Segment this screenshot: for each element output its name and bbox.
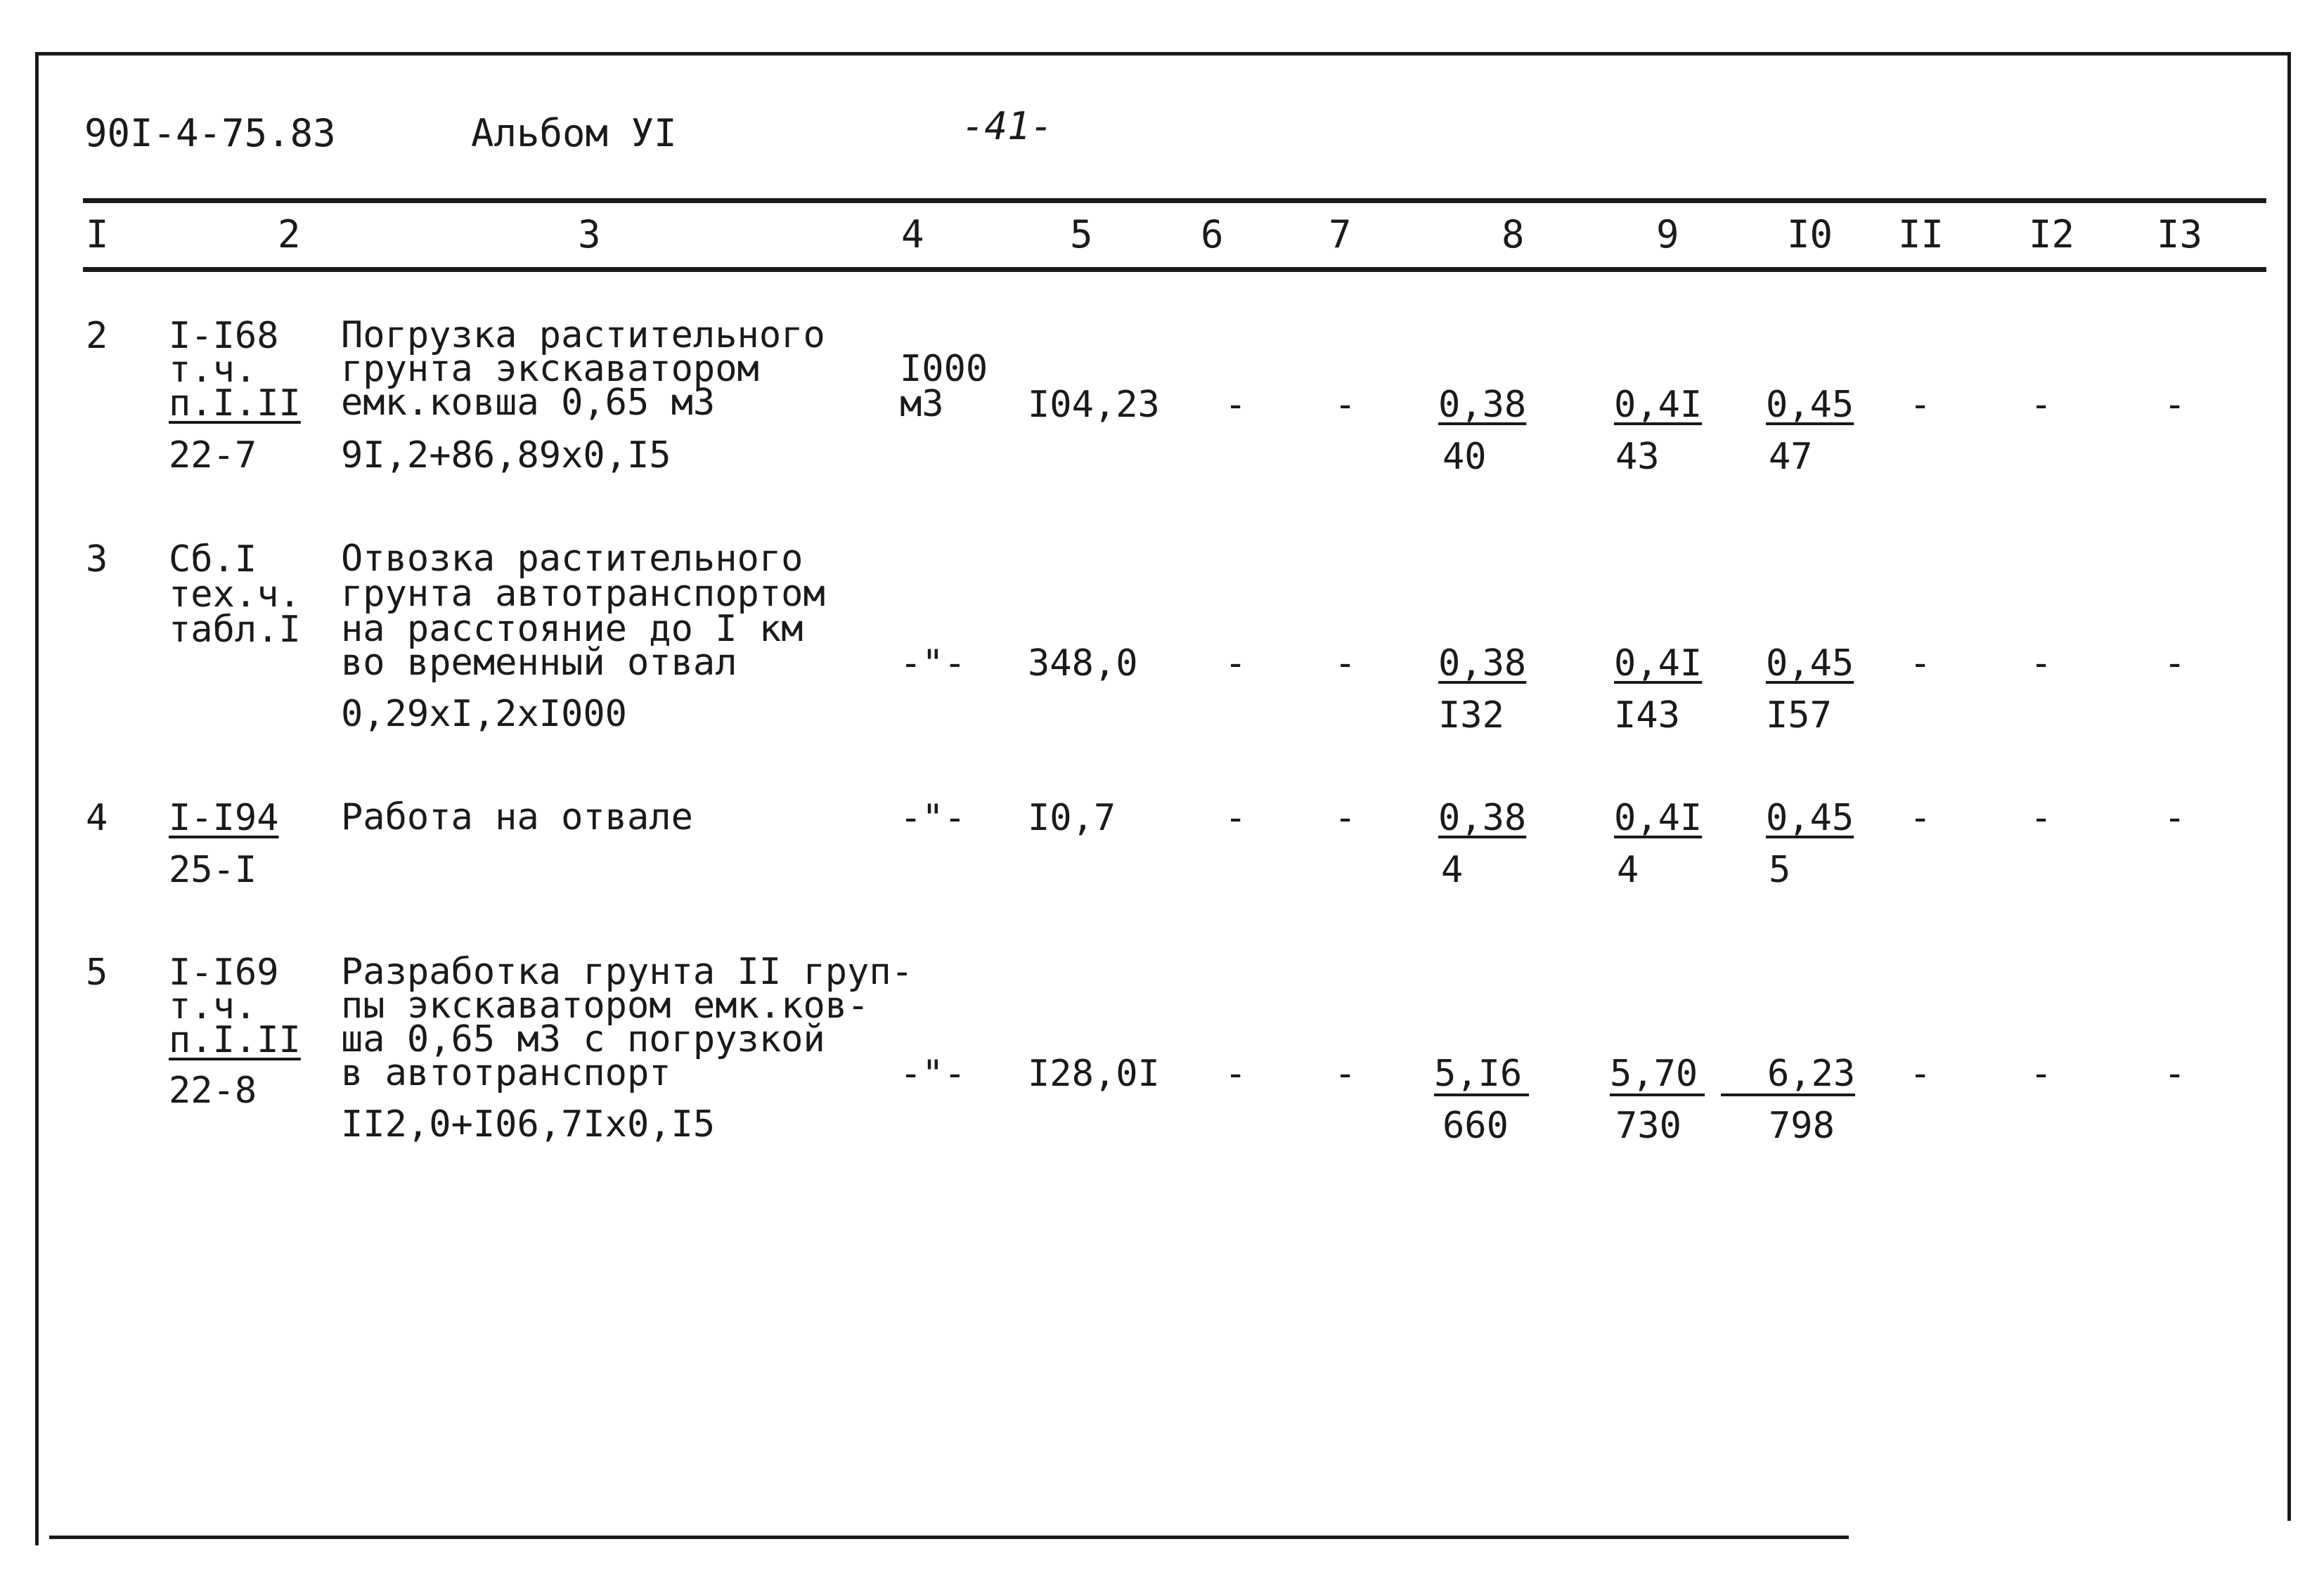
col10-rate-cell bbox=[1721, 1053, 1856, 1096]
unit-cell: -"- bbox=[900, 797, 966, 839]
work-description-line: во временный отвал bbox=[341, 642, 737, 684]
col-header-10: I0 bbox=[1787, 212, 1833, 257]
frame-bottom-line bbox=[49, 1536, 1849, 1539]
col10-rate: 0,45 bbox=[1766, 642, 1854, 684]
norm-ref-line: т.ч. bbox=[169, 985, 257, 1027]
norm-ref-line: 22-8 bbox=[169, 1070, 257, 1112]
col12-cell: - bbox=[2030, 797, 2053, 839]
col-header-9: 9 bbox=[1656, 212, 1679, 257]
header-rule-bottom bbox=[83, 267, 2266, 272]
col-header-13: I3 bbox=[2157, 212, 2203, 257]
col-header-4: 4 bbox=[901, 212, 924, 257]
quantity-cell: 348,0 bbox=[1028, 642, 1138, 684]
col10-value: 798 bbox=[1769, 1105, 1835, 1147]
work-description-line: Погрузка растительного bbox=[341, 314, 825, 356]
norm-ref-line: I-I68 bbox=[169, 315, 279, 357]
col7-cell: - bbox=[1334, 642, 1357, 684]
work-description-line: грунта автотранспортом bbox=[341, 573, 825, 615]
col6-cell: - bbox=[1225, 642, 1247, 684]
col9-value: 730 bbox=[1615, 1105, 1681, 1147]
col9-rate: 0,4I bbox=[1614, 797, 1703, 839]
album-label: Альбом УI bbox=[471, 111, 677, 155]
norm-ref-line: I-I94 bbox=[169, 797, 279, 839]
col11-cell: - bbox=[1909, 1053, 1932, 1095]
col10-rate: 6,23 bbox=[1721, 1056, 1855, 1096]
col10-rate: 0,45 bbox=[1766, 384, 1854, 426]
header-rule-top bbox=[83, 198, 2266, 203]
col13-cell: - bbox=[2164, 797, 2186, 839]
col10-value: 47 bbox=[1769, 436, 1813, 478]
col-header-6: 6 bbox=[1201, 212, 1224, 257]
document-code: 90I-4-75.83 bbox=[84, 111, 336, 155]
quantity-cell: I0,7 bbox=[1028, 797, 1116, 839]
col11-cell: - bbox=[1909, 642, 1932, 684]
unit-cell: I000 м3 bbox=[900, 348, 988, 425]
norm-ref-line: п.I.II bbox=[169, 382, 301, 424]
row-number: 4 bbox=[86, 797, 108, 839]
col9-value: 4 bbox=[1617, 849, 1639, 891]
row-number: 5 bbox=[86, 952, 108, 994]
norm-ref-line: Сб.I bbox=[169, 538, 257, 580]
col8-rate: 0,38 bbox=[1438, 384, 1527, 426]
col8-rate-cell bbox=[1434, 1053, 1529, 1096]
frame-right-line bbox=[2287, 52, 2291, 1521]
col-header-8: 8 bbox=[1502, 212, 1525, 257]
norm-ref-line: 22-7 bbox=[169, 434, 257, 476]
col6-cell: - bbox=[1225, 797, 1247, 839]
norm-ref-line: табл.I bbox=[169, 609, 301, 651]
work-description-line: в автотранспорт bbox=[341, 1052, 671, 1094]
col9-value: I43 bbox=[1614, 694, 1680, 736]
col12-cell: - bbox=[2030, 384, 2053, 426]
col-header-5: 5 bbox=[1070, 212, 1093, 257]
col12-cell: - bbox=[2030, 642, 2053, 684]
col-header-7: 7 bbox=[1329, 212, 1352, 257]
col9-value: 43 bbox=[1615, 436, 1660, 478]
work-description-line: Работа на отвале bbox=[341, 796, 693, 838]
col8-rate: 5,I6 bbox=[1434, 1056, 1529, 1096]
page-number: -41- bbox=[962, 104, 1054, 148]
quantity-formula: 9I,2+86,89x0,I5 bbox=[341, 434, 671, 476]
col10-value: 5 bbox=[1769, 849, 1791, 891]
col11-cell: - bbox=[1909, 797, 1932, 839]
col7-cell: - bbox=[1334, 384, 1357, 426]
quantity-formula: 0,29xI,2xI000 bbox=[341, 693, 627, 735]
norm-ref-line: I-I69 bbox=[169, 952, 279, 994]
quantity-cell: I28,0I bbox=[1028, 1053, 1160, 1095]
col-header-3: 3 bbox=[578, 212, 601, 257]
quantity-formula: II2,0+I06,7Ix0,I5 bbox=[341, 1103, 716, 1146]
col-header-11: II bbox=[1898, 212, 1944, 257]
col13-cell: - bbox=[2164, 384, 2186, 426]
quantity-cell: I04,23 bbox=[1028, 384, 1160, 426]
norm-ref-line: п.I.II bbox=[169, 1019, 301, 1061]
work-description-line: грунта экскаватором bbox=[341, 348, 759, 390]
col8-rate: 0,38 bbox=[1438, 797, 1527, 839]
frame-top-line bbox=[35, 52, 2290, 56]
col7-cell: - bbox=[1334, 797, 1357, 839]
col9-rate: 5,70 bbox=[1610, 1056, 1705, 1096]
col8-value: 40 bbox=[1442, 436, 1487, 478]
unit-cell: -"- bbox=[900, 1053, 966, 1095]
col8-value: 660 bbox=[1442, 1105, 1509, 1147]
norm-ref-line: тех.ч. bbox=[169, 573, 301, 616]
col9-rate-cell bbox=[1610, 1053, 1705, 1096]
col10-rate: 0,45 bbox=[1766, 797, 1854, 839]
col-header-1: I bbox=[86, 212, 109, 257]
col-header-12: I2 bbox=[2029, 212, 2075, 257]
work-description-line: Отвозка растительного bbox=[341, 538, 803, 580]
col6-cell: - bbox=[1225, 1053, 1247, 1095]
col9-rate: 0,4I bbox=[1614, 642, 1703, 684]
row-number: 2 bbox=[86, 315, 108, 357]
col8-value: 4 bbox=[1441, 849, 1464, 891]
col9-rate: 0,4I bbox=[1614, 384, 1703, 426]
work-description-line: на расстояние до I км bbox=[341, 608, 803, 650]
work-description-line: ша 0,65 м3 с погрузкой bbox=[341, 1018, 825, 1060]
work-description-line: Разработка грунта II груп- bbox=[341, 951, 913, 993]
norm-ref-line: 25-I bbox=[169, 849, 257, 891]
col-header-2: 2 bbox=[278, 212, 301, 257]
col11-cell: - bbox=[1909, 384, 1932, 426]
row-number: 3 bbox=[86, 538, 108, 580]
work-description-line: пы экскаватором емк.ков- bbox=[341, 985, 870, 1027]
col6-cell: - bbox=[1225, 384, 1247, 426]
work-description-line: емк.ковша 0,65 м3 bbox=[341, 382, 716, 424]
unit-cell: -"- bbox=[900, 642, 966, 684]
col13-cell: - bbox=[2164, 1053, 2186, 1095]
col13-cell: - bbox=[2164, 642, 2186, 684]
col8-value: I32 bbox=[1438, 694, 1504, 736]
col10-value: I57 bbox=[1766, 694, 1832, 736]
col7-cell: - bbox=[1334, 1053, 1357, 1095]
frame-left-line bbox=[35, 52, 39, 1545]
col8-rate: 0,38 bbox=[1438, 642, 1527, 684]
norm-ref-line: т.ч. bbox=[169, 349, 257, 391]
col12-cell: - bbox=[2030, 1053, 2053, 1095]
